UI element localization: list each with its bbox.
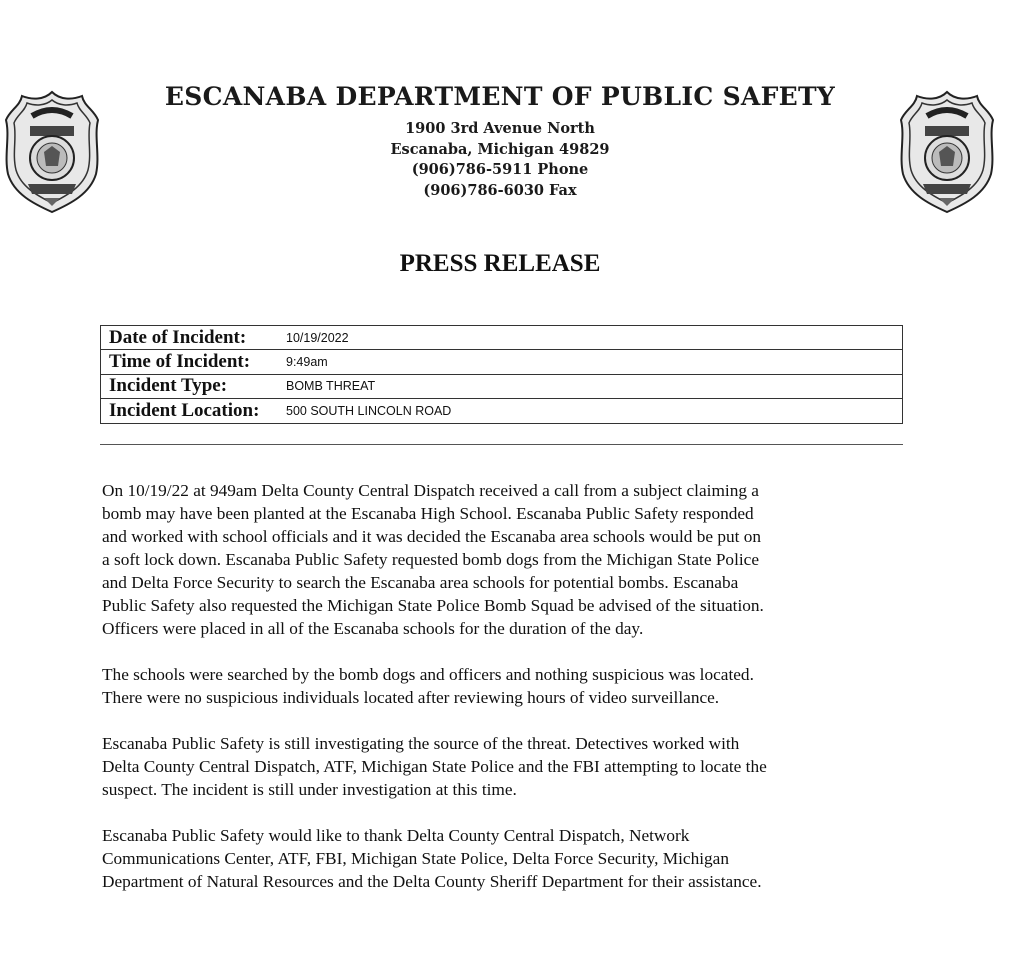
paragraph-investigation — [102, 732, 902, 801]
phone-number: (906)786-5911 Phone — [411, 161, 589, 178]
text-line: Officers were placed in all of the Escanaba schools for the duration of the day. — [102, 619, 644, 638]
incident-value: BOMB THREAT — [282, 374, 903, 398]
text-line: Delta County Central Dispatch, ATF, Michigan State Police and the FBI attempting to locate the — [102, 757, 767, 776]
page-title: PRESS RELEASE — [399, 250, 601, 277]
incident-row-date — [101, 326, 903, 350]
city-state-zip: Escanaba, Michigan 49829 — [390, 140, 610, 158]
incident-row-time — [101, 350, 903, 374]
incident-details-table — [100, 325, 903, 424]
paragraph-acknowledgements — [102, 824, 902, 893]
section-divider — [100, 444, 903, 445]
police-badge-icon — [2, 86, 102, 216]
department-badge-left — [2, 86, 102, 216]
incident-label: Date of Incident: — [101, 326, 283, 350]
text-line: Escanaba Public Safety is still investigating the source of the threat. Detectives worked with — [102, 734, 740, 753]
incident-row-location — [101, 399, 903, 423]
text-line: Communications Center, ATF, FBI, Michigan State Police, Delta Force Security, Michigan — [102, 849, 729, 868]
paragraph-search-results — [102, 663, 902, 709]
text-line: and Delta Force Security to search the Escanaba area schools for potential bombs. Escanaba — [102, 573, 739, 592]
street-address: 1900 3rd Avenue North — [405, 120, 595, 137]
text-line: bomb may have been planted at the Escanaba High School. Escanaba Public Safety responded — [102, 504, 754, 523]
police-badge-icon — [897, 86, 997, 216]
text-line: Public Safety also requested the Michigan State Police Bomb Squad be advised of the situation. — [102, 596, 764, 615]
incident-value: 500 SOUTH LINCOLN ROAD — [286, 403, 452, 418]
incident-row-type — [101, 374, 903, 398]
organization-name: ESCANABA DEPARTMENT OF PUBLIC SAFETY — [164, 82, 836, 111]
incident-label: Incident Location: — [109, 399, 260, 421]
incident-value: 10/19/2022 — [282, 326, 903, 350]
incident-label: Incident Type: — [101, 374, 283, 398]
department-badge-right — [897, 86, 997, 216]
fax-number: (906)786-6030 Fax — [423, 181, 577, 199]
text-line: On 10/19/22 at 949am Delta County Central Dispatch received a call from a subject claiming a — [102, 481, 759, 500]
text-line: a soft lock down. Escanaba Public Safety requested bomb dogs from the Michigan State Police — [102, 550, 760, 569]
press-release-body — [102, 479, 902, 916]
text-line: and worked with school officials and it was decided the Escanaba area schools would be put on — [102, 527, 762, 546]
text-line: Department of Natural Resources and the Delta County Sheriff Department for their assistance. — [102, 872, 762, 891]
incident-label: Time of Incident: — [101, 350, 283, 374]
text-line: Escanaba Public Safety would like to thank Delta County Central Dispatch, Network — [102, 826, 690, 845]
incident-value: 9:49am — [282, 350, 903, 374]
paragraph-incident-summary — [102, 479, 902, 640]
text-line: The schools were searched by the bomb dogs and officers and nothing suspicious was located. — [102, 665, 754, 684]
text-line: There were no suspicious individuals located after reviewing hours of video surveillance. — [102, 688, 720, 707]
text-line: suspect. The incident is still under investigation at this time. — [102, 780, 517, 799]
address-block — [300, 119, 700, 201]
